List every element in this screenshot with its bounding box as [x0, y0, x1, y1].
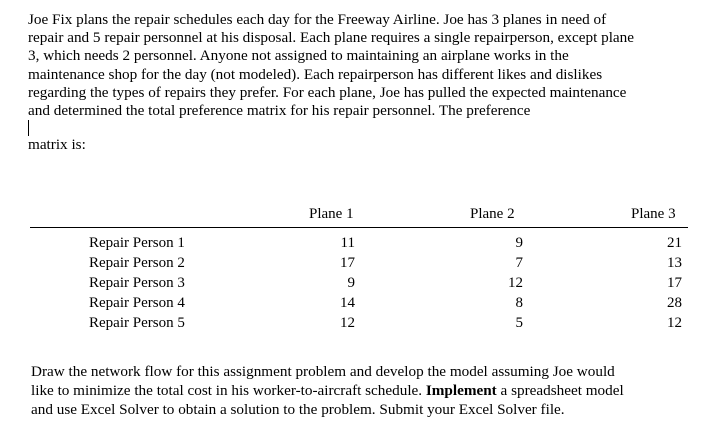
- intro-line-6: [28, 102, 708, 154]
- intro-line-6-start: and determined the total preference matrix for his repair personnel. The preference: [28, 102, 531, 120]
- header-plane-1: Plane 1: [309, 206, 354, 222]
- cell-value: 9: [515, 235, 523, 251]
- table-row: [30, 293, 688, 313]
- intro-line-6-end: matrix is:: [28, 136, 86, 154]
- cell-value: 12: [508, 275, 523, 291]
- cell-value: 11: [340, 235, 355, 251]
- outro-line-2-end: a spreadsheet model: [496, 382, 624, 400]
- row-label: Repair Person 2: [89, 255, 185, 271]
- preference-matrix: [30, 206, 688, 331]
- table-row: [30, 253, 688, 273]
- outro-line-1: Draw the network flow for this assignment problem and develop the model assuming Joe would: [31, 363, 615, 380]
- cell-value: 8: [515, 295, 523, 311]
- cell-value: 12: [340, 315, 355, 331]
- implement-emphasis: Implement: [425, 382, 497, 400]
- cell-value: 12: [667, 315, 682, 331]
- intro-line-3: 3, which needs 2 personnel. Anyone not assigned to maintaining an airplane works in the: [28, 47, 569, 65]
- cell-value: 7: [515, 255, 523, 271]
- intro-line-5: regarding the types of repairs they prefer. For each plane, Joe has pulled the expected maintenance: [28, 83, 627, 101]
- task-instructions: [31, 362, 711, 420]
- problem-statement: [28, 11, 708, 154]
- intro-line-1: Joe Fix plans the repair schedules each day for the Freeway Airline. Joe has 3 planes in need of: [28, 11, 607, 28]
- row-label: Repair Person 1: [89, 235, 185, 251]
- cell-value: 13: [667, 255, 682, 271]
- intro-line-4: maintenance shop for the day (not modeled). Each repairperson has different likes and dislikes: [28, 65, 603, 83]
- outro-line-3: and use Excel Solver to obtain a solution to the problem. Submit your Excel Solver file.: [31, 401, 565, 419]
- matrix-rows: [30, 233, 688, 333]
- cell-value: 17: [667, 275, 682, 291]
- cell-value: 5: [515, 315, 523, 331]
- cell-value: 17: [340, 255, 355, 271]
- table-row: [30, 313, 688, 333]
- outro-line-2: [31, 381, 711, 400]
- cell-value: 9: [347, 275, 355, 291]
- header-plane-3: Plane 3: [631, 206, 676, 222]
- row-label: Repair Person 5: [89, 315, 185, 331]
- table-row: [30, 233, 688, 253]
- intro-line-2: repair and 5 repair personnel at his disposal. Each plane requires a single repairperson, except plane: [28, 29, 634, 47]
- row-label: Repair Person 4: [89, 295, 185, 311]
- cell-value: 14: [340, 295, 355, 311]
- matrix-header-row: [30, 206, 688, 226]
- text-cursor: [28, 120, 29, 136]
- cell-value: 28: [667, 295, 682, 311]
- cell-value: 21: [667, 235, 682, 251]
- table-row: [30, 273, 688, 293]
- row-label: Repair Person 3: [89, 275, 185, 291]
- header-divider: [30, 227, 688, 228]
- outro-line-2-start: like to minimize the total cost in his worker-to-aircraft schedule.: [31, 382, 426, 400]
- header-plane-2: Plane 2: [470, 206, 515, 222]
